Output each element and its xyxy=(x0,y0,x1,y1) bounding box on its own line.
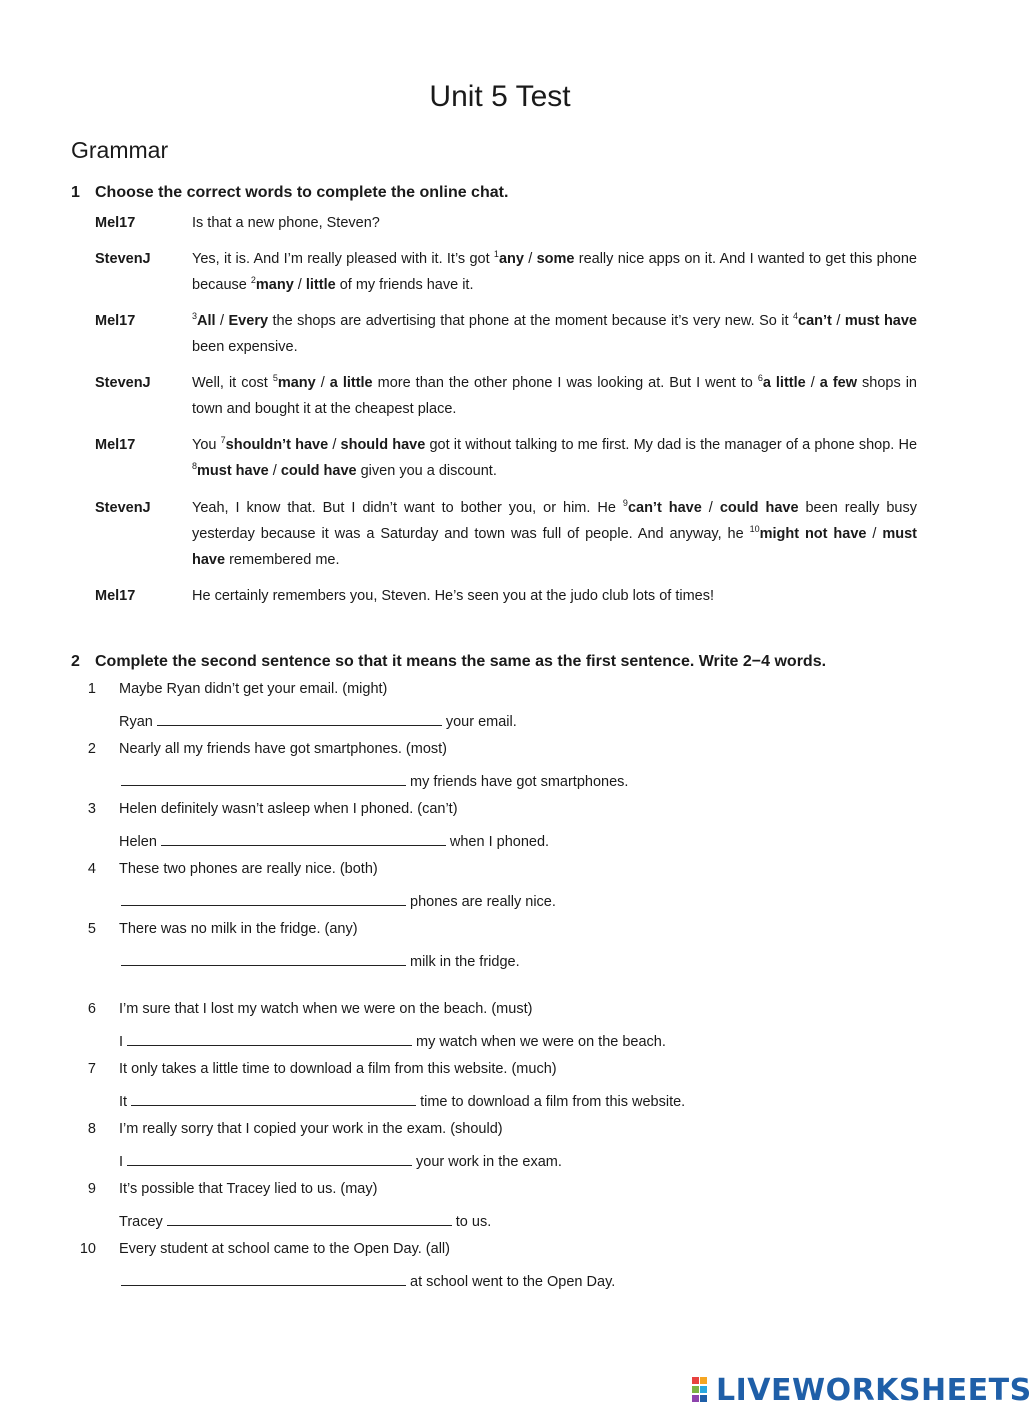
answer-blank[interactable] xyxy=(161,831,446,846)
chat-speaker: StevenJ xyxy=(95,375,151,391)
chat-text: Is that a new phone, Steven? xyxy=(192,215,380,231)
answer-blank[interactable] xyxy=(121,891,406,906)
chat-speaker: Mel17 xyxy=(95,437,136,453)
item-number: 3 xyxy=(87,801,96,817)
option-separator: / xyxy=(293,277,306,293)
gap-number: 10 xyxy=(749,524,760,535)
chat-line xyxy=(95,246,917,298)
option-choice[interactable]: must have xyxy=(844,313,918,329)
chat-text: Yeah, I know that. But I didn’t want to bother you, or him. He xyxy=(192,500,623,516)
option-choice[interactable]: many xyxy=(255,277,294,293)
answer-prefix: I xyxy=(119,1034,124,1050)
chat-speaker: Mel17 xyxy=(95,588,136,604)
option-choice[interactable]: could have xyxy=(719,500,799,516)
chat-message xyxy=(192,432,917,484)
answer-line xyxy=(119,1151,562,1170)
gap-number: 8 xyxy=(192,461,198,472)
item-sentence: Helen definitely wasn’t asleep when I phoned. (can’t) xyxy=(119,801,458,817)
chat-text: really nice apps on it. And I wanted to get this phone because xyxy=(192,251,917,293)
item-number: 5 xyxy=(87,921,96,937)
item-number: 8 xyxy=(87,1121,96,1137)
answer-line xyxy=(119,711,517,730)
item-sentence: Nearly all my friends have got smartphones. (most) xyxy=(119,741,447,757)
gap-number: 1 xyxy=(493,249,499,260)
option-choice[interactable]: shouldn’t have xyxy=(225,437,329,453)
item-sentence: It only takes a little time to download a film from this website. (much) xyxy=(119,1061,557,1077)
answer-prefix: Ryan xyxy=(119,714,153,730)
q1-number: 1 xyxy=(71,184,80,201)
q1-instruction: Choose the correct words to complete the online chat. xyxy=(95,184,509,201)
chat-line xyxy=(95,583,917,609)
chat-line xyxy=(95,210,917,236)
answer-suffix: when I phoned. xyxy=(449,834,550,850)
chat-message xyxy=(192,210,917,236)
answer-blank[interactable] xyxy=(121,771,406,786)
item-number: 2 xyxy=(87,741,96,757)
option-separator: / xyxy=(866,526,883,542)
option-separator: / xyxy=(328,437,341,453)
item-sentence: There was no milk in the fridge. (any) xyxy=(119,921,358,937)
option-separator: / xyxy=(268,463,281,479)
item-number: 1 xyxy=(87,681,96,697)
answer-line xyxy=(119,831,549,850)
answer-line xyxy=(119,1031,666,1050)
answer-line xyxy=(121,1271,615,1290)
option-separator: / xyxy=(215,313,229,329)
answer-blank[interactable] xyxy=(131,1091,416,1106)
chat-text: remembered me. xyxy=(225,552,340,568)
liveworksheets-logo xyxy=(692,1372,1032,1408)
option-separator: / xyxy=(805,375,820,391)
answer-blank[interactable] xyxy=(127,1031,412,1046)
answer-prefix: I xyxy=(119,1154,124,1170)
chat-text: been expensive. xyxy=(192,339,298,355)
answer-prefix: It xyxy=(119,1094,128,1110)
item-sentence: Every student at school came to the Open Day. (all) xyxy=(119,1241,450,1257)
chat-message xyxy=(192,308,917,360)
answer-prefix: Helen xyxy=(119,834,157,850)
chat-line xyxy=(95,495,917,573)
gap-number: 9 xyxy=(622,498,628,509)
chat-line xyxy=(95,308,917,360)
answer-blank[interactable] xyxy=(121,951,406,966)
answer-suffix: at school went to the Open Day. xyxy=(410,1274,616,1290)
option-choice[interactable]: many xyxy=(277,375,316,391)
option-separator: / xyxy=(701,500,720,516)
answer-line xyxy=(119,1091,685,1110)
answer-suffix: my watch when we were on the beach. xyxy=(416,1034,666,1050)
option-choice[interactable]: some xyxy=(536,251,575,267)
logo-text: LIVEWORKSHEETS xyxy=(716,1372,1032,1408)
chat-text: You xyxy=(192,437,221,453)
chat-line xyxy=(95,432,917,484)
answer-blank[interactable] xyxy=(167,1211,452,1226)
answer-line xyxy=(119,1211,491,1230)
gap-number: 4 xyxy=(793,311,799,322)
item-sentence: These two phones are really nice. (both) xyxy=(119,861,378,877)
item-number: 10 xyxy=(79,1241,96,1257)
answer-suffix: to us. xyxy=(455,1214,492,1230)
answer-prefix: Tracey xyxy=(119,1214,163,1230)
section-heading: Grammar xyxy=(71,137,169,163)
chat-text: He certainly remembers you, Steven. He’s seen you at the judo club lots of times! xyxy=(192,588,714,604)
answer-line xyxy=(121,771,628,790)
answer-suffix: milk in the fridge. xyxy=(410,954,520,970)
answer-suffix: your work in the exam. xyxy=(416,1154,562,1170)
page-title: Unit 5 Test xyxy=(429,80,571,113)
chat-text: Well, it cost xyxy=(192,375,273,391)
chat-speaker: Mel17 xyxy=(95,215,136,231)
chat-text: more than the other phone I was looking at. But I went to xyxy=(372,375,758,391)
option-choice[interactable]: must have xyxy=(197,463,269,479)
item-number: 6 xyxy=(87,1001,96,1017)
gap-number: 5 xyxy=(272,373,278,384)
gap-number: 3 xyxy=(192,311,198,322)
option-separator: / xyxy=(831,313,845,329)
item-sentence: It’s possible that Tracey lied to us. (may) xyxy=(119,1181,378,1197)
chat-speaker: Mel17 xyxy=(95,313,136,329)
option-choice[interactable]: little xyxy=(305,277,336,293)
chat-text: given you a discount. xyxy=(356,463,497,479)
option-choice[interactable]: might not have xyxy=(759,526,867,542)
chat-text: of my friends have it. xyxy=(335,277,474,293)
answer-blank[interactable] xyxy=(121,1271,406,1286)
option-choice[interactable]: must have xyxy=(192,526,917,568)
answer-suffix: my friends have got smartphones. xyxy=(410,774,629,790)
chat-message xyxy=(192,583,917,609)
answer-line xyxy=(121,951,520,970)
chat-speaker: StevenJ xyxy=(95,251,151,267)
answer-blank[interactable] xyxy=(127,1151,412,1166)
option-choice[interactable]: All xyxy=(197,313,216,329)
gap-number: 2 xyxy=(250,275,256,286)
chat-text: got it without talking to me first. My dad is the manager of a phone shop. He xyxy=(425,437,918,453)
option-separator: / xyxy=(315,375,330,391)
option-choice[interactable]: a little xyxy=(329,375,373,391)
option-choice[interactable]: can’t xyxy=(798,313,832,329)
chat-message xyxy=(192,495,917,573)
option-choice[interactable]: could have xyxy=(280,463,357,479)
answer-suffix: time to download a film from this website. xyxy=(420,1094,686,1110)
q2-number: 2 xyxy=(71,653,80,670)
chat-message xyxy=(192,370,917,422)
q2-instruction: Complete the second sentence so that it means the same as the first sentence. Write 2−4 words. xyxy=(95,653,827,670)
chat-text: shops in town and bought it at the cheapest place. xyxy=(192,375,917,417)
item-number: 4 xyxy=(87,861,96,877)
option-choice[interactable]: a few xyxy=(819,375,857,391)
item-sentence: Maybe Ryan didn’t get your email. (might) xyxy=(119,681,388,697)
option-choice[interactable]: should have xyxy=(340,437,426,453)
chat-speaker: StevenJ xyxy=(95,500,151,516)
chat-text: the shops are advertising that phone at the moment because it’s very new. So it xyxy=(268,313,794,329)
option-choice[interactable]: a little xyxy=(762,375,806,391)
item-number: 9 xyxy=(87,1181,96,1197)
chat-text: Yes, it is. And I’m really pleased with it. It’s got xyxy=(192,251,494,267)
answer-blank[interactable] xyxy=(157,711,442,726)
answer-suffix: your email. xyxy=(445,714,517,730)
chat-message xyxy=(192,246,917,298)
item-sentence: I’m really sorry that I copied your work in the exam. (should) xyxy=(119,1121,503,1137)
item-number: 7 xyxy=(87,1061,96,1077)
chat-text: been really busy yesterday because it was a Saturday and town was full of people. And anyway, he xyxy=(192,500,917,542)
chat-line xyxy=(95,370,917,422)
item-sentence: I’m sure that I lost my watch when we were on the beach. (must) xyxy=(119,1001,533,1017)
liveworksheets-logo-icon xyxy=(692,1377,716,1403)
option-choice[interactable]: any xyxy=(498,251,524,267)
gap-number: 6 xyxy=(757,373,763,384)
answer-line xyxy=(121,891,556,910)
option-separator: / xyxy=(523,251,537,267)
option-choice[interactable]: Every xyxy=(228,313,269,329)
gap-number: 7 xyxy=(220,435,226,446)
option-choice[interactable]: can’t have xyxy=(627,500,702,516)
answer-suffix: phones are really nice. xyxy=(410,894,556,910)
